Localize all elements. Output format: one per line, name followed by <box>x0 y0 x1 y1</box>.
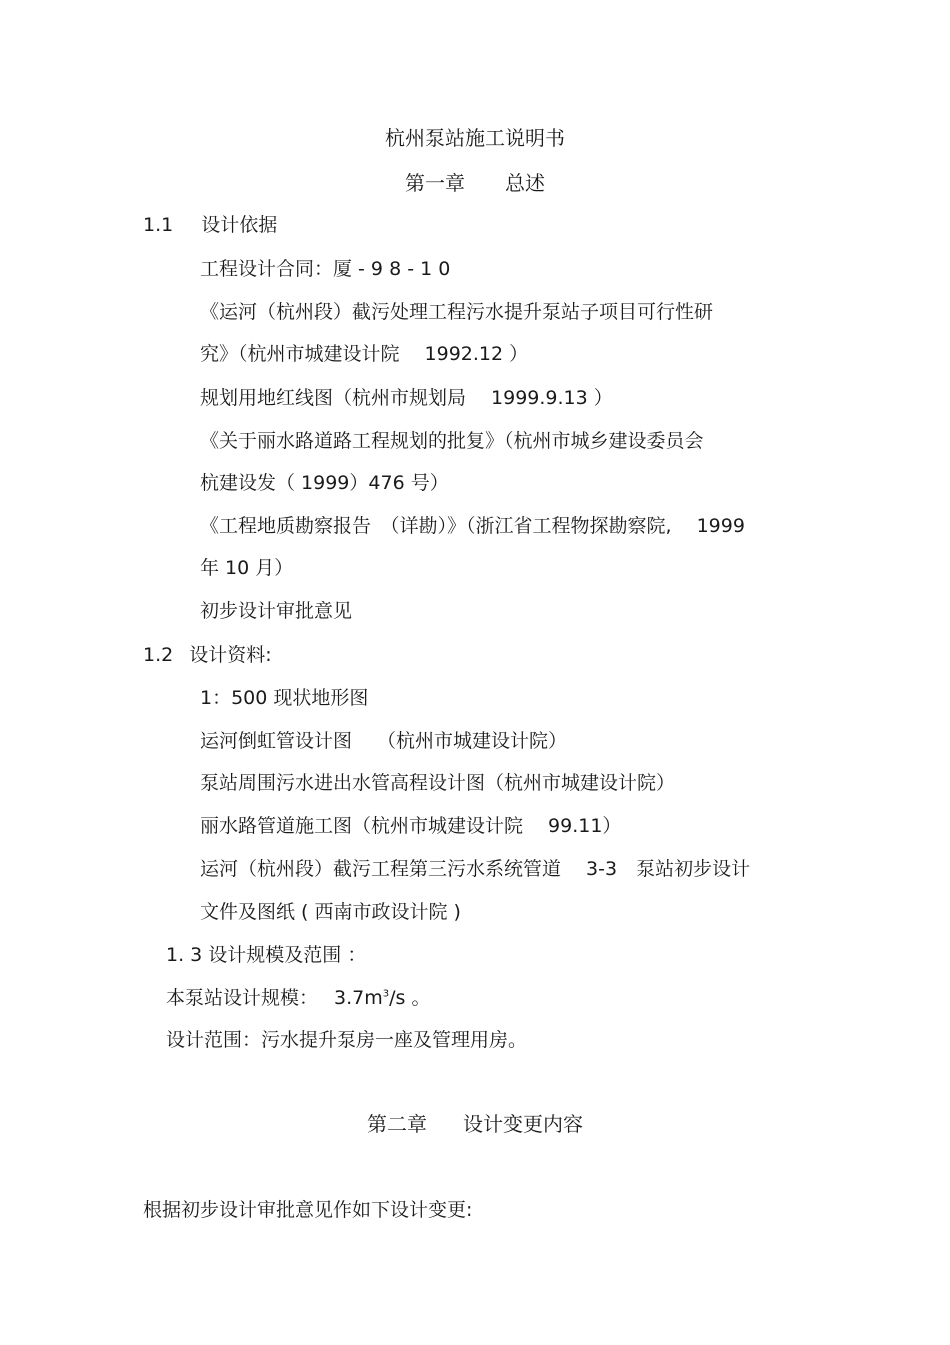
list-item: 泵站周围污水进出水管高程设计图（杭州市城建设计院） <box>200 772 676 794</box>
chapter-1-heading <box>0 171 950 195</box>
list-item: 究》（杭州市城建设计院 1992.12 ） <box>200 343 529 365</box>
list-item: 年 10 月） <box>200 557 294 579</box>
list-item: 工程设计合同：厦 - 9 8 - 1 0 <box>200 258 451 280</box>
list-item: 规划用地红线图（杭州市规划局 1999.9.13 ） <box>200 387 613 409</box>
chapter-1-name: 总述 <box>505 171 545 195</box>
list-item: 1：500 现状地形图 <box>200 687 369 709</box>
list-item: 初步设计审批意见 <box>200 600 353 622</box>
list-item: 《运河（杭州段）截污处理工程污水提升泵站子项目可行性研 <box>200 301 714 323</box>
list-item: 丽水路管道施工图（杭州市城建设计院 99.11） <box>200 815 622 837</box>
list-item: 运河倒虹管设计图 （杭州市城建设计院） <box>200 730 568 752</box>
scale-unit: /s 。 <box>389 987 431 1009</box>
section-number: 1.2 <box>143 644 174 666</box>
chapter-2-name: 设计变更内容 <box>463 1112 583 1136</box>
section-number: 1.1 <box>143 214 174 236</box>
scale-value: 3.7m <box>334 987 383 1009</box>
chapter-2-heading <box>0 1112 950 1136</box>
design-scale-line <box>166 986 430 1010</box>
scale-superscript: 3 <box>382 988 390 1000</box>
section-1-1-heading <box>143 213 277 237</box>
list-item: 文件及图纸 ( 西南市政设计院 ) <box>200 901 461 923</box>
closing-paragraph: 根据初步设计审批意见作如下设计变更: <box>143 1199 473 1221</box>
section-title: 设计依据 <box>201 214 278 236</box>
design-range-line: 设计范围：污水提升泵房一座及管理用房。 <box>166 1029 528 1051</box>
list-item: 《工程地质勘察报告 （详勘）》（浙江省工程物探勘察院, 1999 <box>200 515 745 537</box>
scale-label: 本泵站设计规模： <box>166 987 319 1009</box>
section-1-2-heading <box>143 643 272 667</box>
section-1-3-heading: 1. 3 设计规模及范围 ： <box>166 944 367 966</box>
list-item: 《关于丽水路道路工程规划的批复》（杭州市城乡建设委员会 <box>200 430 704 452</box>
section-title: 设计资料: <box>189 644 272 666</box>
document-title: 杭州泵站施工说明书 <box>385 126 565 150</box>
chapter-1-number: 第一章 <box>405 171 465 195</box>
list-item: 运河（杭州段）截污工程第三污水系统管道 3-3 泵站初步设计 <box>200 858 751 880</box>
chapter-2-number: 第二章 <box>367 1112 427 1136</box>
list-item: 杭建设发（ 1999）476 号） <box>200 472 449 494</box>
